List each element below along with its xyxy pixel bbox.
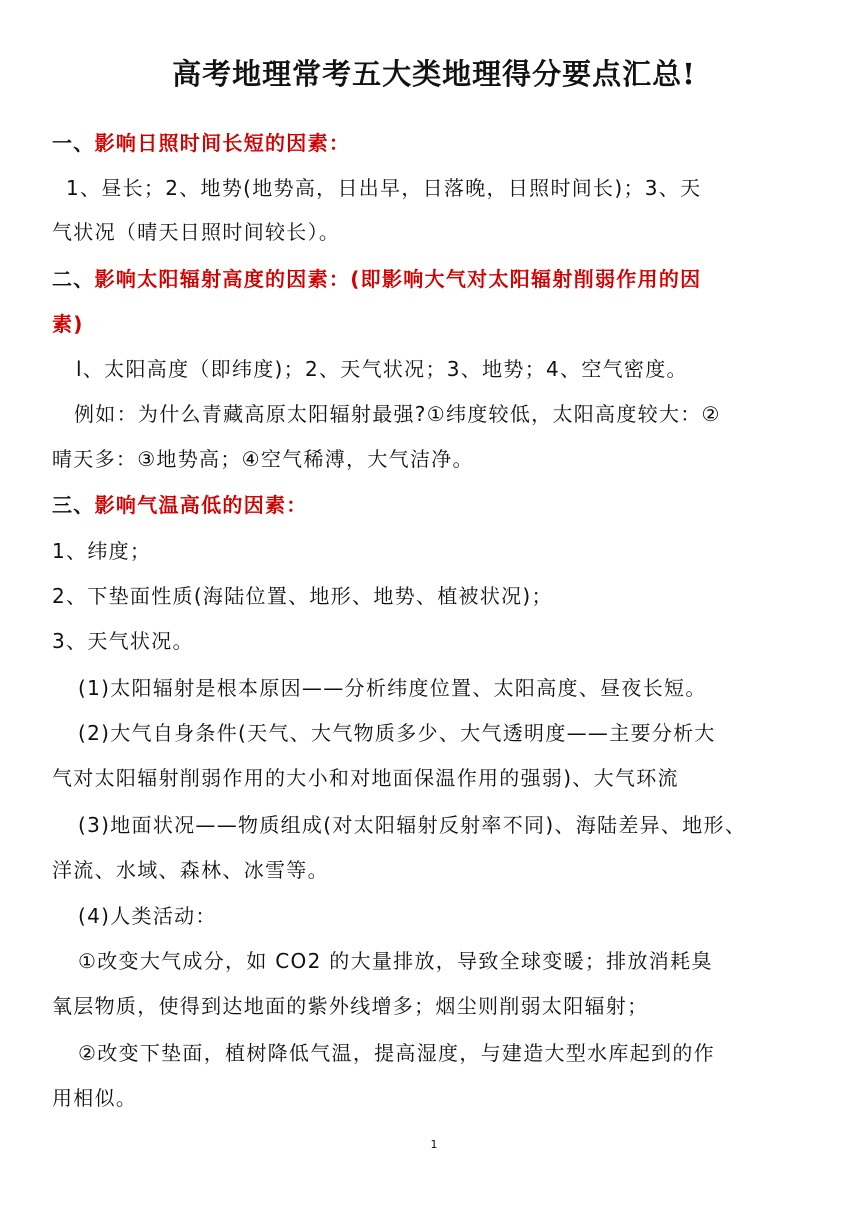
section-3-para-6-line-1: ②改变下垫面，植树降低气温，提高湿度，与建造大型水库起到的作 <box>78 1041 715 1065</box>
section-3-para-5-line-2: 氧层物质，使得到达地面的紫外线增多；烟尘则削弱太阳辐射； <box>52 994 649 1018</box>
section-1-line-1: 1、昼长；2、地势(地势高，日出早，日落晚，日照时间长)；3、天 <box>66 176 702 200</box>
section-1-heading-text: 影响日照时间长短的因素： <box>94 131 351 155</box>
section-3-item-2: 2、下垫面性质(海陆位置、地形、地势、植被状况)； <box>52 584 553 608</box>
section-2-example-line-2: 晴天多：③地势高；④空气稀溥，大气洁净。 <box>52 447 474 471</box>
section-2-line-1: l、太阳高度（即纬度)；2、天气状况；3、地势；4、空气密度。 <box>76 357 688 381</box>
section-2-heading-text: 影响太阳辐射高度的因素：(即影响大气对太阳辐射削弱作用的因 <box>94 267 702 291</box>
section-3-prefix: 三、 <box>52 493 95 517</box>
section-3-para-3-line-1: (3)地面状况——物质组成(对太阳辐射反射率不同)、海陆差异、地形、 <box>78 813 747 837</box>
section-3-para-5-line-1: ①改变大气成分，如 CO2 的大量排放，导致全球变暖；排放消耗臭 <box>78 949 713 973</box>
section-3-para-3-line-2: 洋流、水域、森林、冰雪等。 <box>52 858 329 882</box>
section-1-prefix: 一、 <box>52 131 95 155</box>
section-1-heading <box>52 128 822 158</box>
section-3-para-1: (1)太阳辐射是根本原因——分析纬度位置、太阳高度、昼夜长短。 <box>78 676 707 700</box>
section-3-para-2-line-2: 气对太阳辐射削弱作用的大小和对地面保温作用的强弱)、大气环流 <box>52 766 679 790</box>
section-3-para-4: (4)人类活动： <box>78 904 217 928</box>
document-title: 高考地理常考五大类地理得分要点汇总! <box>172 57 696 91</box>
section-2-heading-cont: 素) <box>52 312 84 336</box>
section-3-item-3: 3、天气状况。 <box>52 629 194 653</box>
section-3-para-2-line-1: (2)大气自身条件(天气、大气物质多少、大气透明度——主要分析大 <box>78 721 716 745</box>
section-2-example-line-1: 例如：为什么青藏高原太阳辐射最强?①纬度较低，太阳高度较大：② <box>74 402 721 426</box>
section-3-heading <box>52 490 822 520</box>
section-2-prefix: 二、 <box>52 267 95 291</box>
section-3-heading-text: 影响气温高低的因素： <box>94 493 308 517</box>
section-3-para-6-line-2: 用相似。 <box>52 1086 138 1110</box>
section-2-heading <box>52 264 822 294</box>
page-number: 1 <box>430 1138 438 1151</box>
section-3-item-1: 1、纬度； <box>52 539 152 563</box>
section-1-line-2: 气状况（晴天日照时间较长）。 <box>52 220 341 244</box>
